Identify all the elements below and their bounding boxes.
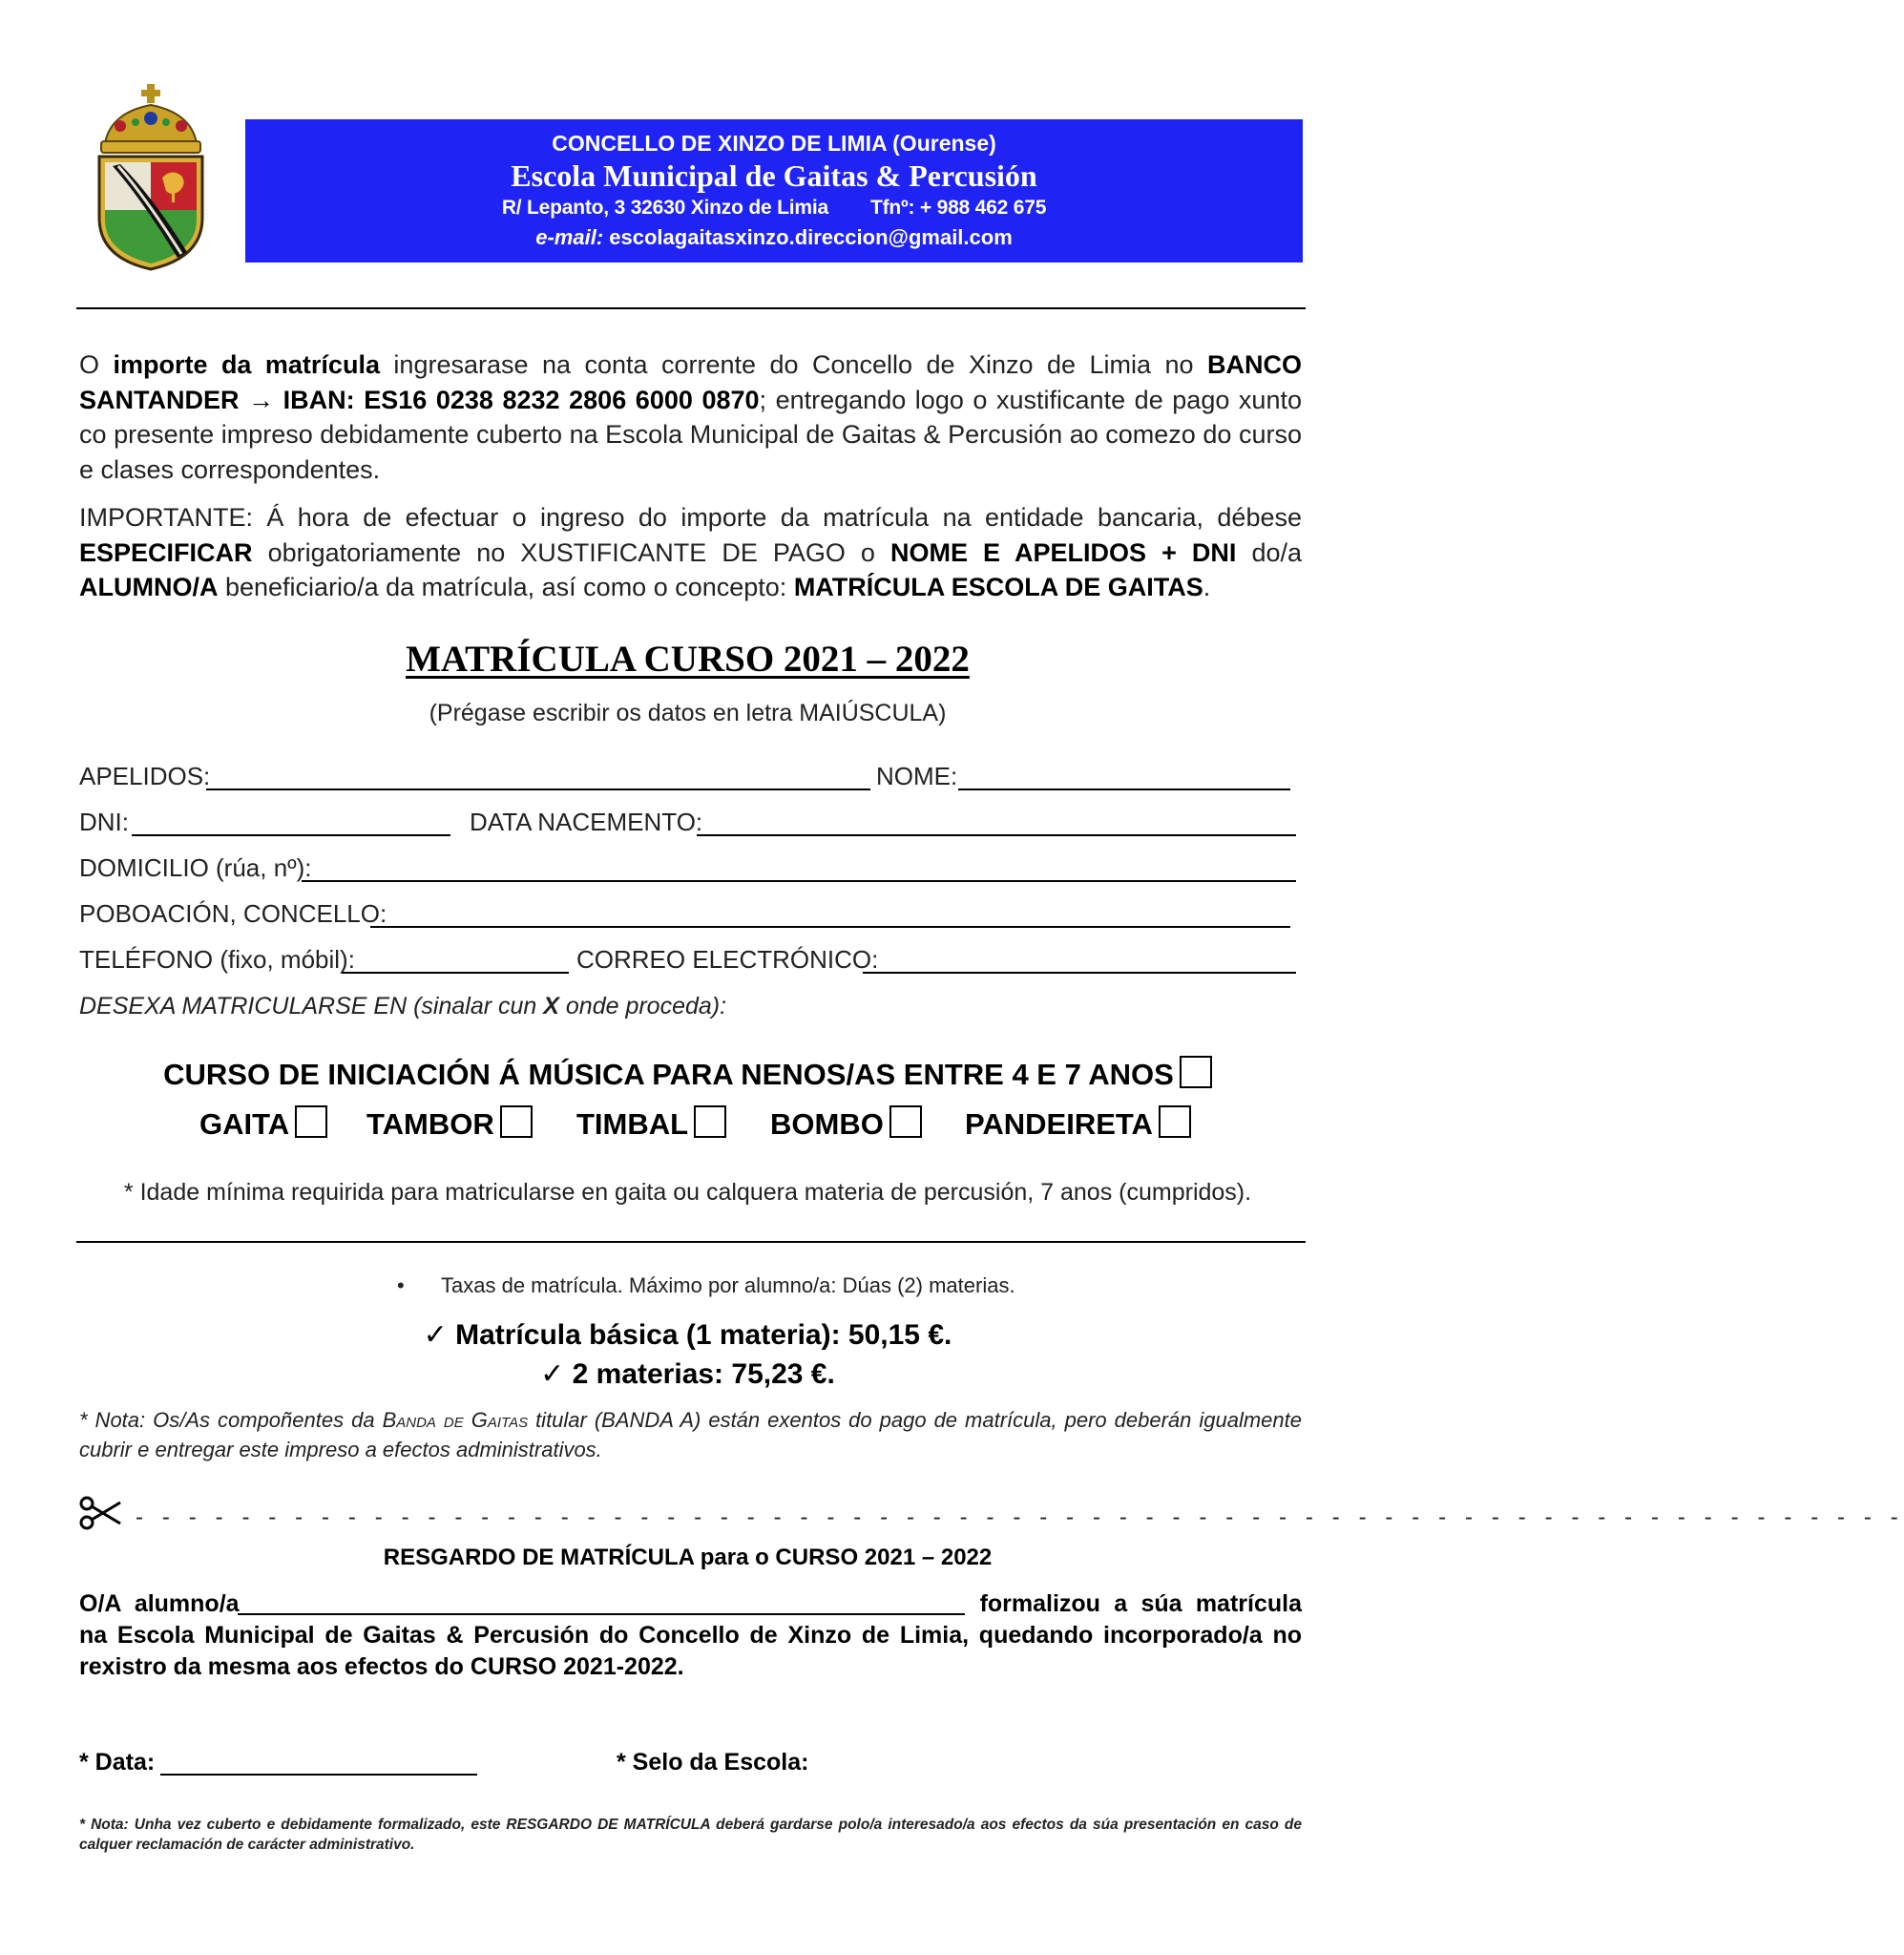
- domicilio-label: DOMICILIO (rúa, nº):: [79, 853, 312, 882]
- data-nacemento-label: DATA NACEMENTO:: [470, 808, 703, 836]
- text: .: [1203, 573, 1211, 601]
- correo-field[interactable]: [863, 972, 1296, 974]
- dni-label: DNI:: [79, 808, 129, 836]
- cut-dashed-line: - - - - - - - - - - - - - - - - - - - - - - - - - - - - - - - - - - - - - - - - - - - - - - - - - - - - - - - - - - - - - - - - - - -: [136, 1504, 1904, 1530]
- data-field[interactable]: [160, 1774, 477, 1776]
- email[interactable]: escolagaitasxinzo.direccion@gmail.com: [609, 225, 1013, 249]
- curso-iniciacion-checkbox[interactable]: [1180, 1056, 1212, 1088]
- curso-iniciacion-label: CURSO DE INICIACIÓN Á MÚSICA PARA NENOS/AS ENTRE 4 E 7 ANOS: [163, 1058, 1174, 1091]
- header-divider: [76, 307, 1306, 309]
- fee-basica: ✓ Matrícula básica (1 materia): 50,15 €.: [423, 1319, 952, 1351]
- data-label: * Data:: [79, 1749, 156, 1776]
- phone: Tfnº: + 988 462 675: [869, 197, 1047, 219]
- instrument-label: GAITA: [199, 1107, 290, 1141]
- timbal-checkbox[interactable]: [694, 1105, 726, 1138]
- resgardo-title: RESGARDO DE MATRÍCULA para o CURSO 2021 – 2022: [383, 1545, 993, 1570]
- instrument-pandeireta: [965, 1105, 1191, 1142]
- text-bold: ESPECIFICAR: [79, 537, 253, 567]
- text-bold: ALUMNO/A: [79, 573, 219, 601]
- text: do/a: [1236, 537, 1302, 567]
- telefono-field[interactable]: [342, 972, 569, 974]
- apelidos-field[interactable]: [206, 788, 870, 790]
- text-bold: MATRÍCULA ESCOLA DE GAITAS: [793, 573, 1203, 601]
- bombo-checkbox[interactable]: [889, 1105, 922, 1138]
- taxas-bullet: [397, 1273, 1015, 1298]
- instrument-timbal: [576, 1105, 726, 1142]
- x-mark: X: [543, 993, 559, 1020]
- formalizou-text: formalizou a súa matrícula na Escola Municipal de Gaitas & Percusión do Concello de Xinzo de Limia, quedando incorporado/a no rexistro da mesma aos efectos do CURSO 2021-2022.: [79, 1590, 1302, 1680]
- payment-paragraph: [79, 347, 1302, 487]
- text: obrigatoriamente no XUSTIFICANTE DE PAGO o: [252, 537, 890, 567]
- nome-field[interactable]: [958, 788, 1290, 790]
- school-name: Escola Municipal de Gaitas & Percusión: [511, 158, 1037, 193]
- banda-name: Banda de Gaitas: [382, 1408, 529, 1432]
- text: * Nota: Os/As compoñentes da: [79, 1408, 383, 1432]
- instrument-label: PANDEIRETA: [965, 1107, 1153, 1141]
- taxas-text: Taxas de matrícula. Máximo por alumno/a: Dúas (2) materias.: [441, 1273, 1015, 1297]
- important-paragraph: [79, 500, 1302, 605]
- scissors-icon: [78, 1495, 122, 1531]
- bullet-icon: •: [397, 1273, 405, 1297]
- gaita-checkbox[interactable]: [295, 1105, 327, 1138]
- org-name: CONCELLO DE XINZO DE LIMIA (Ourense): [552, 131, 996, 156]
- dni-field[interactable]: [132, 834, 450, 836]
- poboacion-field[interactable]: [370, 926, 1290, 928]
- text: ; entregando logo o xustificante de pago xunto co presente impreso debidamente cuberto na Escola Municipal de Gaitas & Percusión ao comezo do curso e clases correspondentes.: [79, 385, 1302, 484]
- instrument-label: TIMBAL: [576, 1107, 689, 1141]
- domicilio-field[interactable]: [302, 880, 1296, 882]
- form-title: MATRÍCULA CURSO 2021 – 2022: [406, 639, 970, 680]
- resgardo-note: * Nota: Unha vez cuberto e debidamente formalizado, este RESGARDO DE MATRÍCULA deberá gardarse polo/a interesado/a aos efectos da súa presentación en caso de calquer reclamación de carácter administrativo.: [79, 1817, 1302, 1853]
- text: DESEXA MATRICULARSE EN (sinalar cun: [79, 993, 544, 1020]
- desexa-instruction: [79, 993, 726, 1020]
- correo-label: CORREO ELECTRÓNICO:: [576, 945, 879, 974]
- fee-dous: ✓ 2 materias: 75,23 €.: [540, 1358, 835, 1390]
- tambor-checkbox[interactable]: [500, 1105, 533, 1138]
- municipal-coat-of-arms-logo: [92, 84, 210, 271]
- text: ingresarase na conta corrente do Concello de Xinzo de Limia no: [379, 350, 1207, 379]
- apelidos-label: APELIDOS:: [79, 762, 211, 790]
- data-nacemento-field[interactable]: [697, 834, 1296, 836]
- nome-label: NOME:: [876, 762, 958, 790]
- text: onde proceda):: [558, 993, 727, 1020]
- selo-label: * Selo da Escola:: [617, 1749, 809, 1776]
- text: titular (BANDA A) están exentos do pago de matrícula, pero deberán igualmente cubrir e entregar este impreso a efectos administrativos.: [79, 1408, 1302, 1461]
- telefono-label: TELÉFONO (fixo, móbil):: [79, 945, 355, 974]
- email-label: e-mail:: [535, 225, 604, 249]
- idade-note: * Idade mínima requirida para matricularse en gaita ou calquera materia de percusión, 7 anos (cumpridos).: [123, 1179, 1252, 1206]
- form-subtitle: (Prégase escribir os datos en letra MAIÚSCULA): [429, 700, 947, 726]
- resgardo-text: [79, 1588, 1302, 1683]
- address: R/ Lepanto, 3 32630 Xinzo de Limia: [501, 197, 828, 219]
- text: IMPORTANTE: Á hora de efectuar o ingreso do importe da matrícula na entidade bancaria, débese: [79, 503, 1302, 532]
- text: O: [79, 350, 114, 379]
- instrument-label: TAMBOR: [366, 1107, 494, 1141]
- address-line: [245, 197, 1303, 220]
- curso-iniciacion-option: [0, 1056, 1375, 1092]
- iban: BANCO SANTANDER → IBAN: ES16 0238 8232 2806 6000 0870: [79, 350, 1302, 414]
- instrument-tambor: [366, 1105, 533, 1142]
- alumno-field[interactable]: [238, 1613, 965, 1615]
- pandeireta-checkbox[interactable]: [1159, 1105, 1191, 1138]
- section-divider: [76, 1241, 1306, 1243]
- instrument-bombo: [770, 1105, 922, 1142]
- email-line: [245, 225, 1303, 250]
- alumno-label: O/A alumno/a: [79, 1590, 240, 1617]
- fees-note: [79, 1405, 1302, 1464]
- text: beneficiario/a da matrícula, así como o concepto:: [218, 573, 794, 601]
- instrument-label: BOMBO: [770, 1107, 884, 1141]
- instrument-gaita: [199, 1105, 327, 1142]
- text-bold: importe da matrícula: [113, 350, 380, 379]
- header-banner: [245, 119, 1303, 263]
- poboacion-label: POBOACIÓN, CONCELLO:: [79, 899, 387, 928]
- text-bold: NOME E APELIDOS + DNI: [889, 537, 1237, 567]
